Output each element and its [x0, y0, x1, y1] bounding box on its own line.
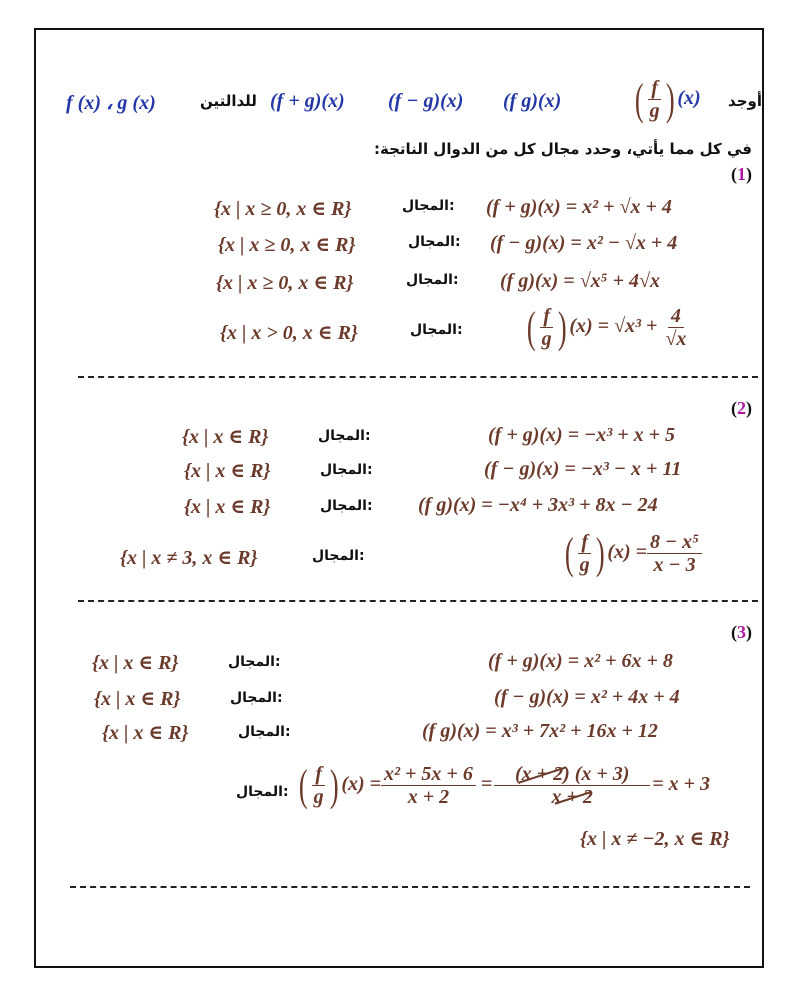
instruction-line2: في كل مما يأتي، وحدد مجال كل من الدوال الناتجة: — [374, 140, 752, 158]
problem-3-number: (3) — [731, 622, 752, 642]
frac-num-f: f — [648, 77, 661, 100]
p3-row1-expr: (f + g)(x) = x² + 6x + 8 — [488, 650, 673, 672]
p3-row4-domain: {x | x ≠ −2, x ∈ R} — [580, 828, 730, 850]
problem-1-number: (1) — [731, 164, 752, 184]
instruction-dual-word: للدالتين — [200, 92, 257, 110]
p1-row2-domain: {x | x ≥ 0, x ∈ R} — [218, 234, 356, 256]
p2-row2-expr: (f − g)(x) = −x³ − x + 11 — [484, 458, 682, 480]
instruction-product: (f g)(x) — [503, 90, 562, 112]
frac-den-g: g — [541, 328, 552, 350]
frac-num-f: f — [540, 305, 553, 328]
p3-row2-expr: (f − g)(x) = x² + 4x + 4 — [494, 686, 680, 708]
instruction-quotient: ( $\frac{f}{g}$ ) (x) — [634, 75, 701, 124]
frac-den: x − 3 — [653, 554, 696, 576]
p2-row3-domain: {x | x ∈ R} — [184, 496, 271, 518]
divider-1 — [78, 376, 758, 378]
frac-num: 8 − x⁵ — [647, 531, 702, 554]
instruction-difference: (f − g)(x) — [388, 90, 464, 112]
p3-row3-expr: (f g)(x) = x³ + 7x² + 16x + 12 — [422, 720, 658, 742]
expr-lhs: (x) = — [569, 315, 610, 338]
cancel-numerator-factor: (x + 2) — [515, 763, 570, 785]
p1-row3-domain: {x | x ≥ 0, x ∈ R} — [216, 272, 354, 294]
frac-den-g: g — [313, 786, 324, 808]
frac-num-f: f — [578, 531, 591, 554]
expr-rhs: √x³ + — [614, 315, 658, 338]
p1-row2-label: المجال: — [408, 234, 461, 250]
frac-num: 4 — [668, 305, 684, 328]
p3-row1-label: المجال: — [228, 654, 281, 670]
equals-sign: = — [480, 773, 493, 796]
cancel-denominator: x + 2 — [551, 786, 593, 808]
expr-lhs: (x) = — [607, 541, 648, 564]
p1-row1-label: المجال: — [402, 198, 455, 214]
simplified-result: = x + 3 — [652, 773, 711, 796]
p1-row3-expr: (f g)(x) = √x⁵ + 4√x — [500, 270, 660, 292]
instruction-sum: (f + g)(x) — [270, 90, 345, 112]
p2-row3-expr: (f g)(x) = −x⁴ + 3x³ + 8x − 24 — [418, 494, 658, 516]
frac-den-g: g — [579, 554, 590, 576]
p3-row3-domain: {x | x ∈ R} — [102, 722, 189, 744]
p1-row1-expr: (f + g)(x) = x² + √x + 4 — [486, 196, 672, 218]
frac-den-g: g — [649, 100, 660, 122]
instruction-functions: f (x) ، g (x) — [66, 92, 156, 114]
frac-den: √x — [665, 328, 687, 350]
p3-row4-label: المجال: — [236, 784, 289, 800]
p1-row2-expr: (f − g)(x) = x² − √x + 4 — [490, 232, 678, 254]
p3-row2-label: المجال: — [230, 690, 283, 706]
p1-row4-domain: {x | x > 0, x ∈ R} — [220, 322, 358, 344]
frac1-den: x + 2 — [407, 786, 450, 808]
p1-row1-domain: {x | x ≥ 0, x ∈ R} — [214, 198, 352, 220]
p2-row2-domain: {x | x ∈ R} — [184, 460, 271, 482]
p1-row4-expr: ( $\frac{f}{g}$ ) (x) = √x³ + $\frac{4}{√x}$ — [524, 302, 689, 353]
expr-lhs: (x) = — [341, 773, 382, 796]
p3-row3-label: المجال: — [238, 724, 291, 740]
p2-row3-label: المجال: — [320, 498, 373, 514]
p3-row2-domain: {x | x ∈ R} — [94, 688, 181, 710]
divider-3 — [70, 886, 750, 888]
p2-row1-domain: {x | x ∈ R} — [182, 426, 269, 448]
p1-row3-label: المجال: — [406, 272, 459, 288]
p2-row4-expr: ( $\frac{f}{g}$ ) (x) = $\frac{\text{8 − x⁵}}{x - 3}$ — [562, 528, 702, 579]
p3-row4-expr: ( $\frac{f}{g}$ ) (x) = $\frac{\text{x² + 5x + 6}}{x + 2}$ = $\frac{(x + 2) (x + 3)}{x + 2}$ = x + 3 — [298, 761, 711, 810]
divider-2 — [78, 600, 758, 602]
p1-row4-label: المجال: — [410, 322, 463, 338]
problem-2-number: (2) — [731, 398, 752, 418]
frac2-num-b: (x + 3) — [569, 763, 630, 785]
p3-row1-domain: {x | x ∈ R} — [92, 652, 179, 674]
frac1-num: x² + 5x + 6 — [381, 763, 476, 786]
p2-row1-label: المجال: — [318, 428, 371, 444]
p2-row4-label: المجال: — [312, 548, 365, 564]
frac-num-f: f — [312, 763, 325, 786]
p2-row1-expr: (f + g)(x) = −x³ + x + 5 — [488, 424, 676, 446]
p2-row4-domain: {x | x ≠ 3, x ∈ R} — [120, 547, 258, 569]
p2-row2-label: المجال: — [320, 462, 373, 478]
instruction-prefix: أوجد — [728, 92, 762, 110]
